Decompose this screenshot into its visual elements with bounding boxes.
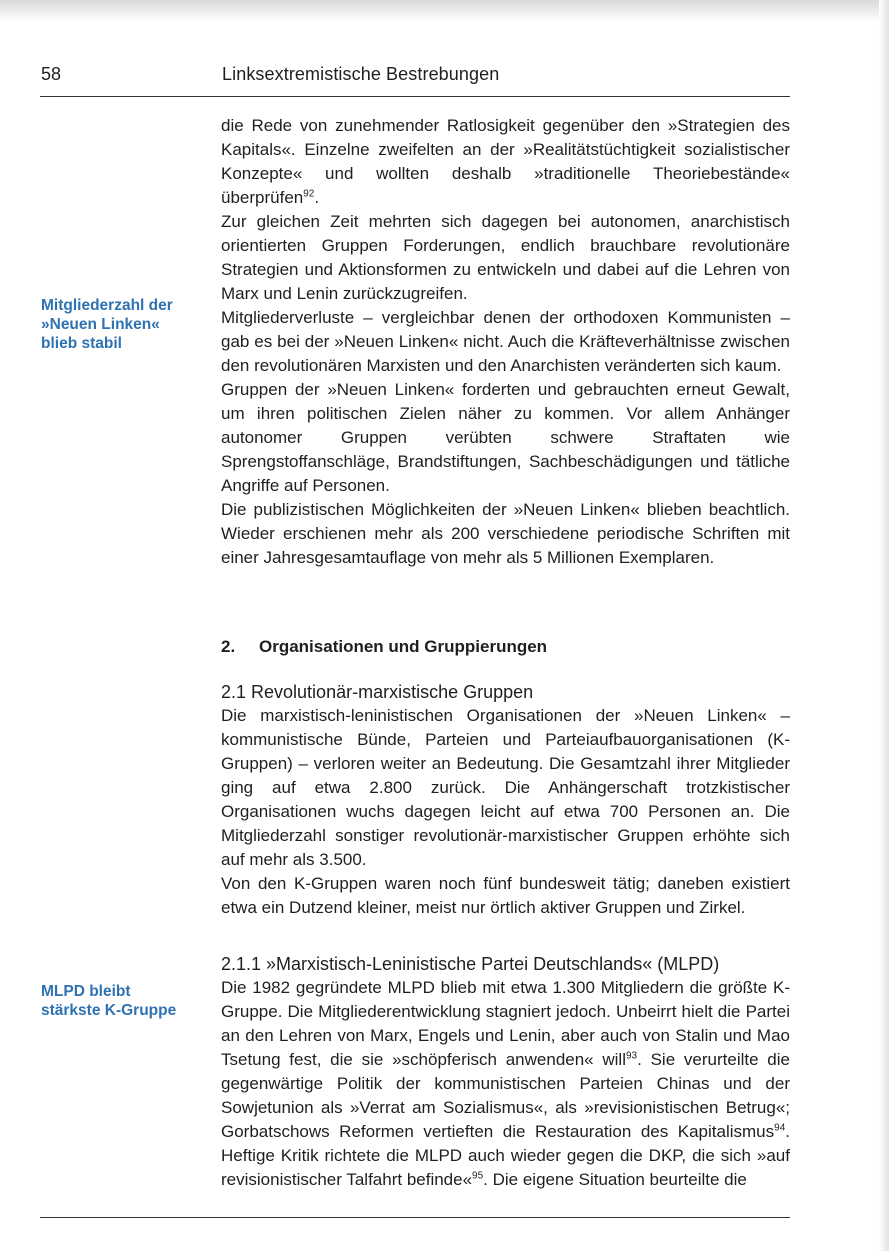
body-text-top — [221, 114, 790, 570]
footnote-ref[interactable]: 93 — [626, 1050, 638, 1062]
margin-note-neue-linke — [41, 296, 173, 353]
scan-top-shadow — [0, 0, 889, 22]
section-2-1-1 — [221, 952, 790, 1192]
paragraph: Die publizistischen Möglichkeiten der »Neuen Linken« blieben beachtlich. Wieder erschienen mehr als 200 verschiedene periodische Schriften mit einer Jahresgesamtauflage von mehr als 5 Millionen Exemplaren. — [221, 500, 790, 567]
scan-right-edge — [879, 0, 889, 1251]
paragraph: Von den K-Gruppen waren noch fünf bundesweit tätig; daneben existiert etwa ein Dutzend kleiner, meist nur örtlich aktiver Gruppen und Zirkel. — [221, 874, 790, 917]
running-title: Linksextremistische Bestrebungen — [222, 64, 500, 84]
footnote-ref[interactable]: 94 — [774, 1122, 786, 1134]
section-heading-2-1: 2.1 Revolutionär-marxistische Gruppen — [221, 682, 534, 702]
paragraph: Die 1982 gegründete MLPD blieb mit etwa 1.300 Mitgliedern die größte K-Gruppe. Die Mitgliederentwicklung stagniert jedoch. Unbeirrt hielt die Partei an den Lehren von Marx, Engels und Lenin, aber auch von Stalin und Mao Tsetung fest, die sie »schöpferisch anwenden« will$^{93}$. Sie verurteilte die gegenwärtige Politik der kommunistischen Parteien Chinas und der Sowjetunion als »Verrat am Sozialismus«, als »revisionistischen Betrug«; Gorbatschows Reformen vertieften die Restauration des Kapitalismus$^{94}$. Heftige Kritik richtete die MLPD auch wieder gegen die DKP, die sich »auf revisionistischer Talfahrt befinde«$^{95}$. Die eigene Situation beurteilte die — [221, 978, 790, 1189]
margin-note-line: »Neuen Linken« — [41, 316, 160, 333]
paragraph: die Rede von zunehmender Ratlosigkeit gegenüber den »Strategien des Kapitals«. Einzelne zweifelten an der »Realitätstüchtigkeit sozialistischer Konzepte« und wollten deshalb »traditionelle Theoriebestände« überprüfen$^{92}$. — [221, 116, 790, 207]
margin-note-line: MLPD bleibt — [41, 983, 131, 1000]
paragraph: Gruppen der »Neuen Linken« forderten und gebrauchten erneut Gewalt, um ihren politischen Zielen näher zu kommen. Vor allem Anhänger autonomer Gruppen verübten schwere Straftaten wie Sprengstoffanschläge, Brandstiftungen, Sachbeschädigungen und tätliche Angriffe auf Personen. — [221, 380, 790, 495]
section-heading-2-1-1: 2.1.1 »Marxistisch-Leninistische Partei Deutschlands« (MLPD) — [221, 954, 720, 974]
paragraph: Mitgliederverluste – vergleichbar denen der orthodoxen Kommunisten – gab es bei der »Neuen Linken« nicht. Auch die Kräfteverhältnisse zwischen den revolutionären Marxisten und den Anarchisten veränderten sich kaum. — [221, 308, 790, 375]
paragraph: Die marxistisch-leninistischen Organisationen der »Neuen Linken« – kommunistische Bünde, Parteien und Parteiaufbauorganisationen (K-Gruppen) – verloren weiter an Bedeutung. Die Gesamtzahl ihrer Mitglieder ging auf etwa 2.800 zurück. Die Anhängerschaft trotzkistischer Organisationen wuchs dagegen leicht auf etwa 700 Personen an. Die Mitgliederzahl sonstiger revolutionär-marxistischer Gruppen erhöhte sich auf mehr als 3.500. — [221, 706, 790, 869]
margin-note-line: stärkste K-Gruppe — [41, 1002, 177, 1019]
margin-note-line: Mitgliederzahl der — [41, 297, 173, 314]
footer-rule — [40, 1217, 790, 1218]
margin-note-mlpd — [41, 982, 176, 1020]
footnote-ref[interactable]: 95 — [472, 1170, 484, 1182]
section-2-1 — [221, 680, 790, 920]
paragraph: Zur gleichen Zeit mehrten sich dagegen bei autonomen, anarchistisch orientierten Gruppen Forderungen, endlich brauchbare revolutionäre Strategien und Aktionsformen zu entwickeln und dabei auf die Lehren von Marx und Lenin zurückzugreifen. — [221, 212, 790, 303]
footnote-ref[interactable]: 92 — [303, 188, 315, 200]
section-heading-2: 2. Organisationen und Gruppierungen — [221, 637, 548, 656]
margin-note-line: blieb stabil — [41, 335, 122, 352]
page-number: 58 — [41, 64, 62, 84]
header-rule — [40, 96, 790, 97]
